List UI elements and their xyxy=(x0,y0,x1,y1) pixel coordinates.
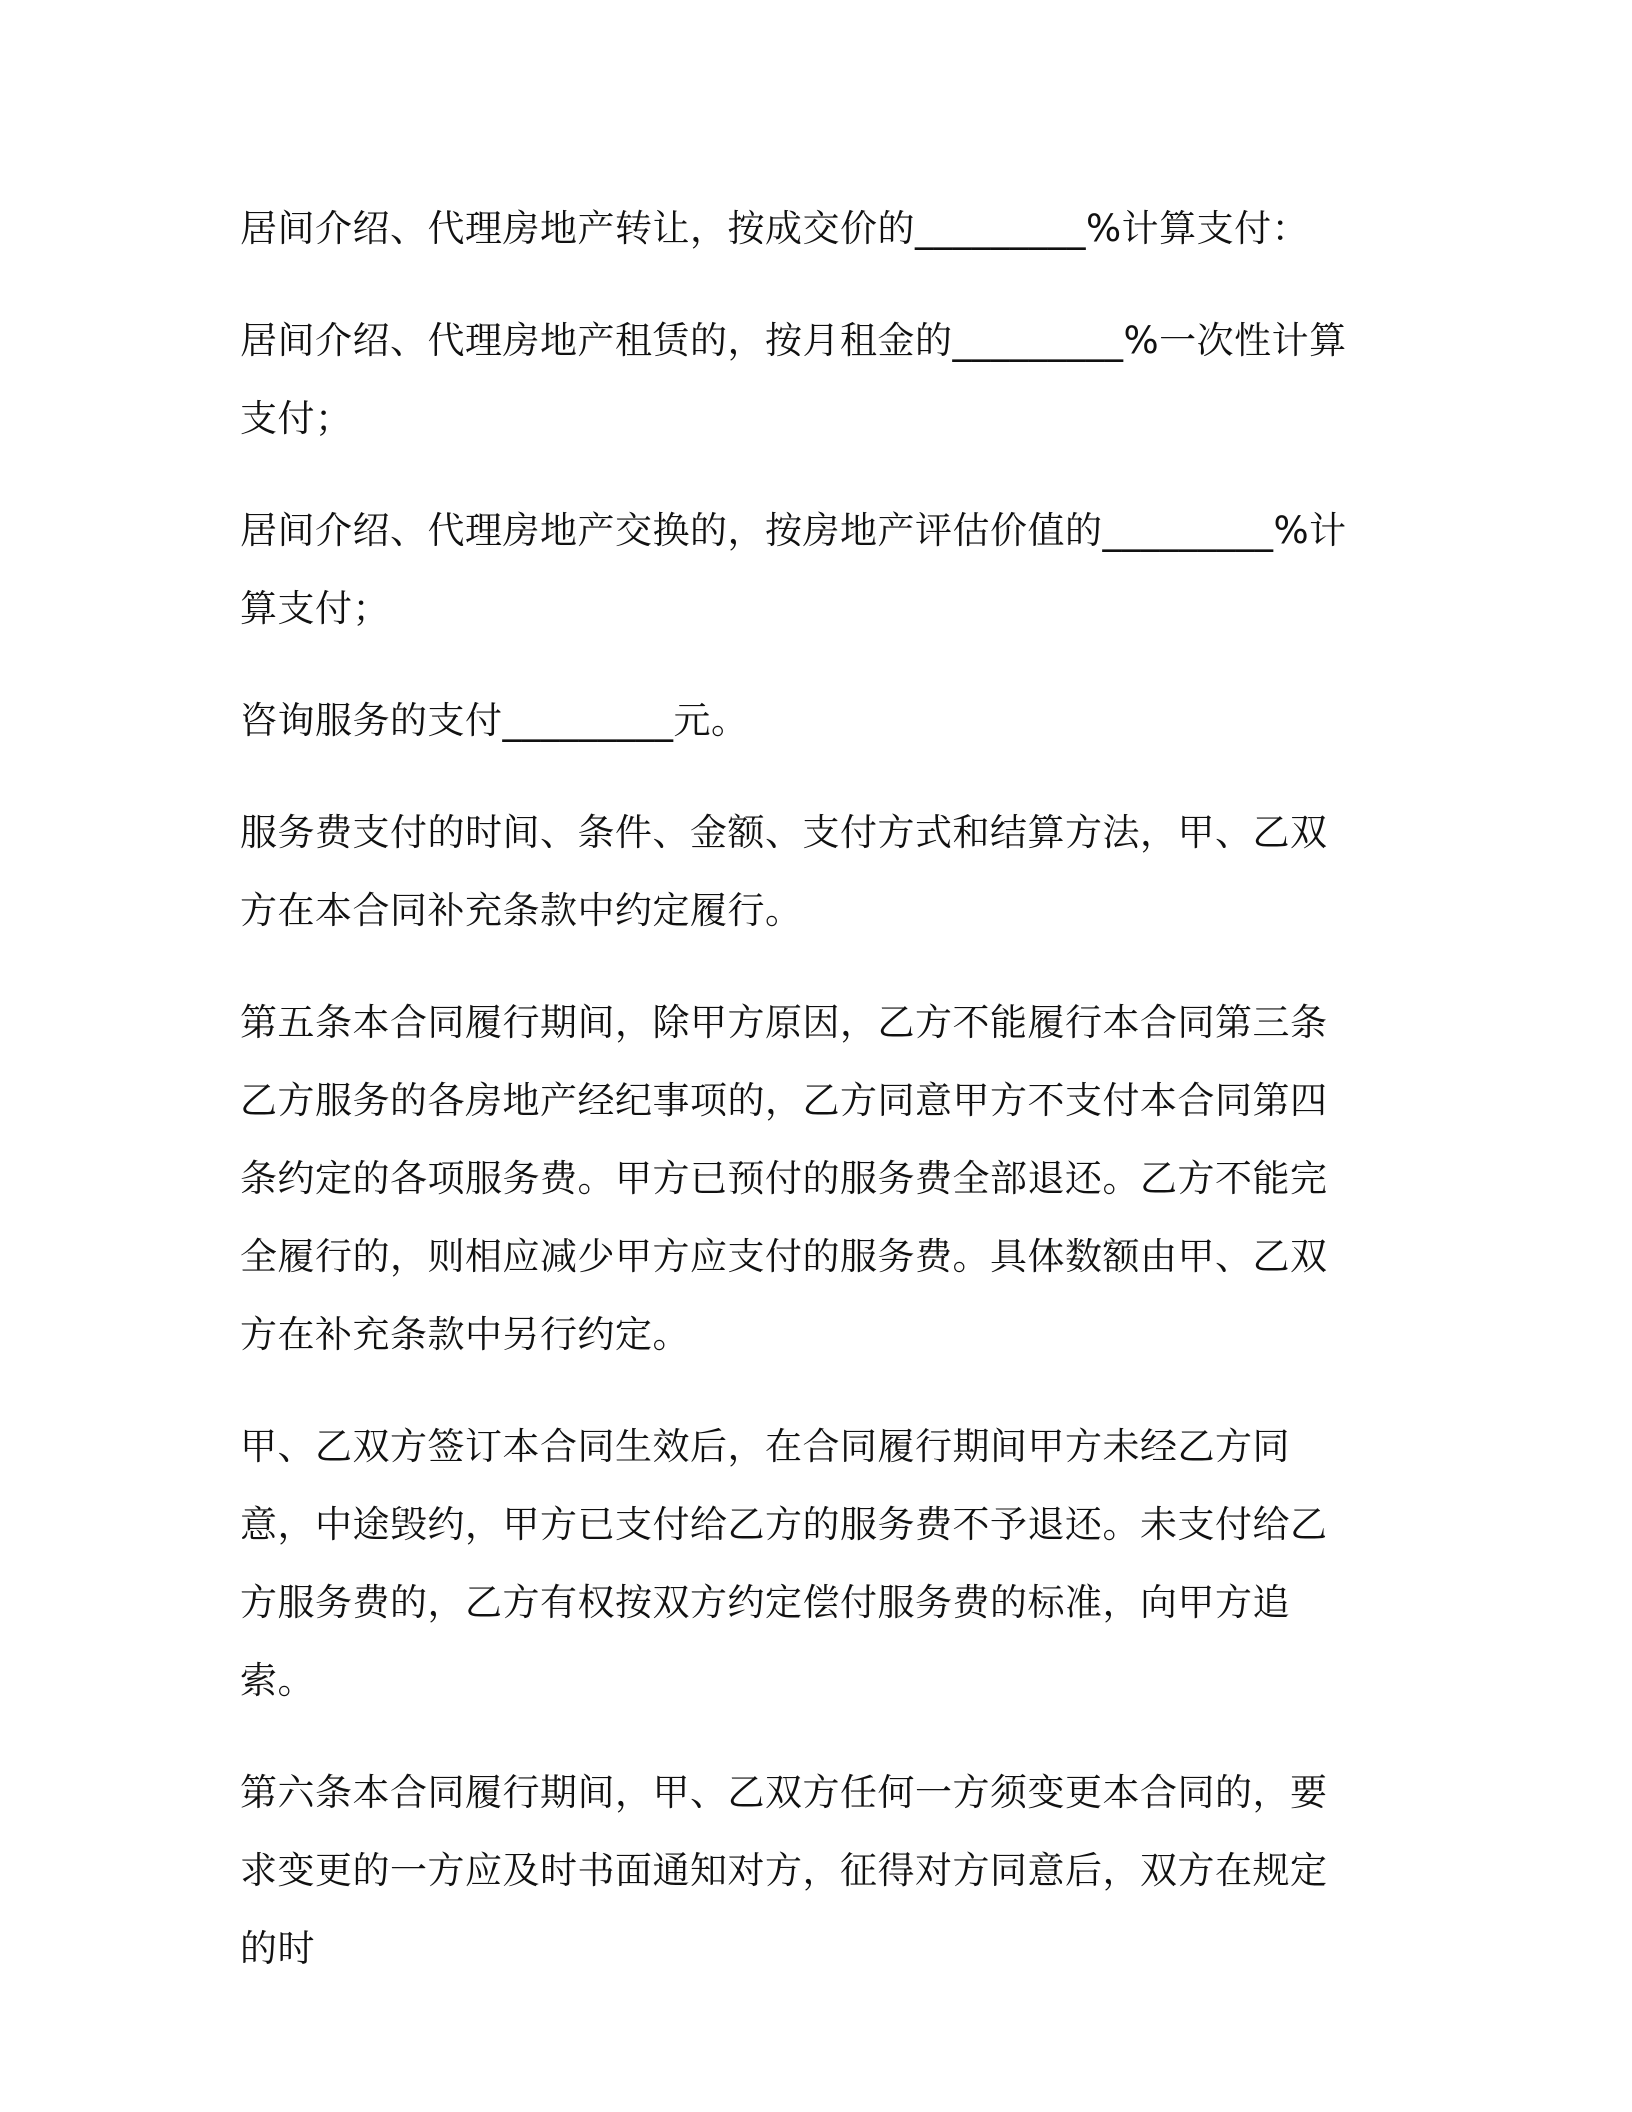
paragraph-article-6: 第六条本合同履行期间，甲、乙双方任何一方须变更本合同的，要求变更的一方应及时书面通知对方，征得对方同意后，双方在规定的时 xyxy=(240,1771,1328,1970)
paragraph-lease-fee: 居间介绍、代理房地产租赁的，按月租金的_________%一次性计算支付； xyxy=(240,319,1347,440)
contract-body xyxy=(240,190,1360,2022)
paragraph-payment-terms: 服务费支付的时间、条件、金额、支付方式和结算方法，甲、乙双方在本合同补充条款中约定履行。 xyxy=(240,811,1328,932)
paragraph-transfer-fee: 居间介绍、代理房地产转让，按成交价的_________%计算支付： xyxy=(240,207,1310,250)
paragraph-article-5: 第五条本合同履行期间，除甲方原因，乙方不能履行本合同第三条乙方服务的各房地产经纪事项的，乙方同意甲方不支付本合同第四条约定的各项服务费。甲方已预付的服务费全部退还。乙方不能完全履行的，则相应减少甲方应支付的服务费。具体数额由甲、乙双方在补充条款中另行约定。 xyxy=(240,1001,1328,1356)
paragraph-consulting-fee: 咨询服务的支付_________元。 xyxy=(240,699,749,742)
paragraph-breach-refund: 甲、乙双方签订本合同生效后，在合同履行期间甲方未经乙方同意，中途毁约，甲方已支付给乙方的服务费不予退还。未支付给乙方服务费的，乙方有权按双方约定偿付服务费的标准，向甲方追索。 xyxy=(240,1425,1328,1702)
paragraph-exchange-fee: 居间介绍、代理房地产交换的，按房地产评估价值的_________%计算支付； xyxy=(240,509,1347,630)
